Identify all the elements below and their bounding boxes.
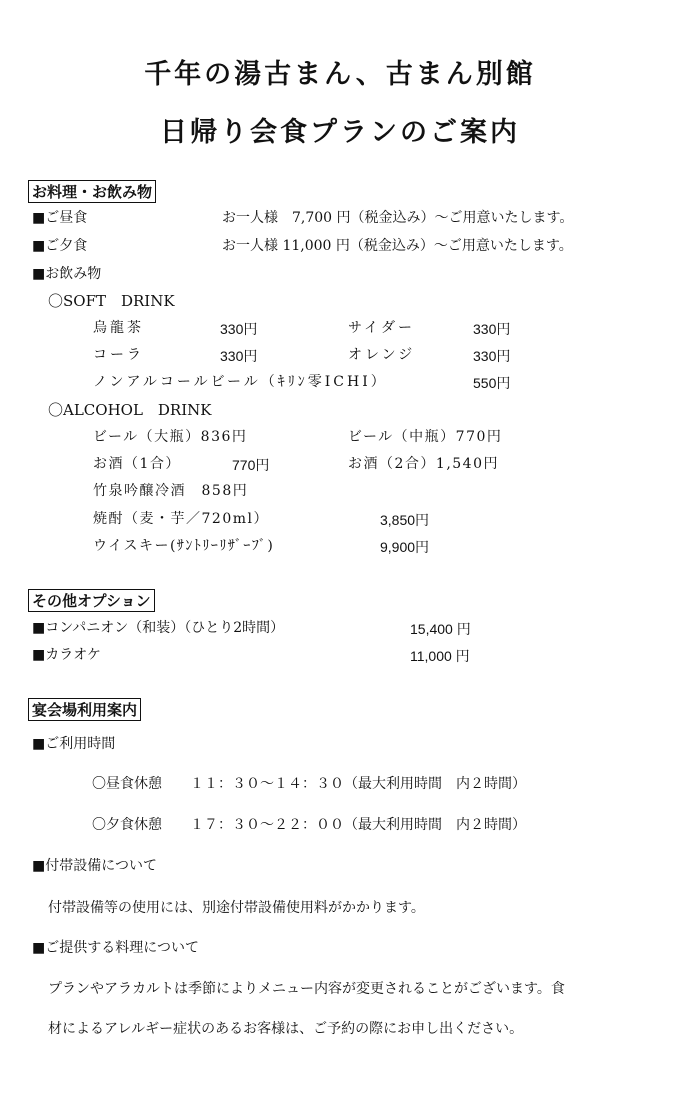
drinks-label: ■お飲み物 — [32, 266, 102, 282]
drink-whisky-price: 9,900円 — [380, 539, 430, 555]
drink-nonalcohol-beer-price: 550円 — [473, 375, 511, 391]
section-heading-food: お料理・お飲み物 — [28, 180, 156, 203]
soft-drink-heading: 〇SOFT DRINK — [48, 292, 175, 310]
drink-oolong-price: 330円 — [220, 321, 258, 337]
section-heading-options: その他オプション — [28, 589, 155, 612]
lunch-price-text: お一人様 7,700 円（税金込み）～ご用意いたします。 — [222, 210, 574, 226]
option-companion-label: ■コンパニオン（和装）（ひとり2時間） — [32, 620, 285, 636]
drink-ginjo-sake: 竹泉吟醸冷酒 858円 — [93, 483, 249, 499]
drink-sake-1go-name: お酒（1合） — [93, 456, 181, 472]
drink-orange-name: オレンジ — [348, 347, 416, 363]
drink-sake-1go-price: 770円 — [232, 457, 270, 473]
option-companion-price: 15,400 円 — [410, 621, 471, 637]
option-karaoke-label: ■カラオケ — [32, 647, 101, 663]
equipment-label: ■付帯設備について — [32, 858, 157, 874]
dinner-break-hours: 〇夕食休憩 １７：３０～２２：００（最大利用時間 内２時間） — [92, 817, 526, 833]
dinner-price-text: お一人様 11,000 円（税金込み）～ご用意いたします。 — [222, 238, 573, 254]
section-heading-venue: 宴会場利用案内 — [28, 698, 141, 721]
drink-shochu-price: 3,850円 — [380, 512, 430, 528]
drink-beer-medium: ビール（中瓶）770円 — [348, 429, 503, 445]
lunch-break-hours: 〇昼食休憩 １１：３０～１４：３０（最大利用時間 内２時間） — [92, 776, 526, 792]
cuisine-text-line2: 材によるアレルギー症状のあるお客様は、ご予約の際にお申し出ください。 — [48, 1021, 524, 1037]
drink-nonalcohol-beer-name: ノンアルコールビール（ｷﾘﾝ零ICHI） — [93, 374, 388, 390]
drink-oolong-name: 烏龍茶 — [93, 320, 144, 336]
equipment-text: 付帯設備等の使用には、別途付帯設備使用料がかかります。 — [48, 900, 425, 916]
page-title: 千年の湯古まん、古まん別館 — [144, 59, 536, 90]
lunch-label: ■ご昼食 — [32, 210, 88, 226]
drink-cider-price: 330円 — [473, 321, 511, 337]
usage-hours-label: ■ご利用時間 — [32, 736, 116, 752]
alcohol-drink-heading: 〇ALCOHOL DRINK — [48, 401, 212, 419]
cuisine-label: ■ご提供する料理について — [32, 940, 199, 956]
drink-orange-price: 330円 — [473, 348, 511, 364]
drink-beer-large: ビール（大瓶）836円 — [93, 429, 248, 445]
page-subtitle: 日帰り会食プランのご案内 — [160, 117, 520, 148]
drink-shochu-name: 焼酎（麦・芋／720ml） — [93, 511, 269, 527]
drink-cola-name: コーラ — [93, 347, 144, 363]
drink-sake-2go: お酒（2合）1,540円 — [348, 456, 499, 472]
dinner-label: ■ご夕食 — [32, 238, 88, 254]
drink-whisky-name: ウイスキー(ｻﾝﾄﾘｰﾘｻﾞｰﾌﾞ) — [93, 538, 275, 554]
drink-cola-price: 330円 — [220, 348, 258, 364]
option-karaoke-price: 11,000 円 — [410, 648, 470, 664]
cuisine-text-line1: プランやアラカルトは季節によりメニュー内容が変更されることがございます。食 — [48, 981, 565, 997]
drink-cider-name: サイダー — [348, 320, 416, 336]
